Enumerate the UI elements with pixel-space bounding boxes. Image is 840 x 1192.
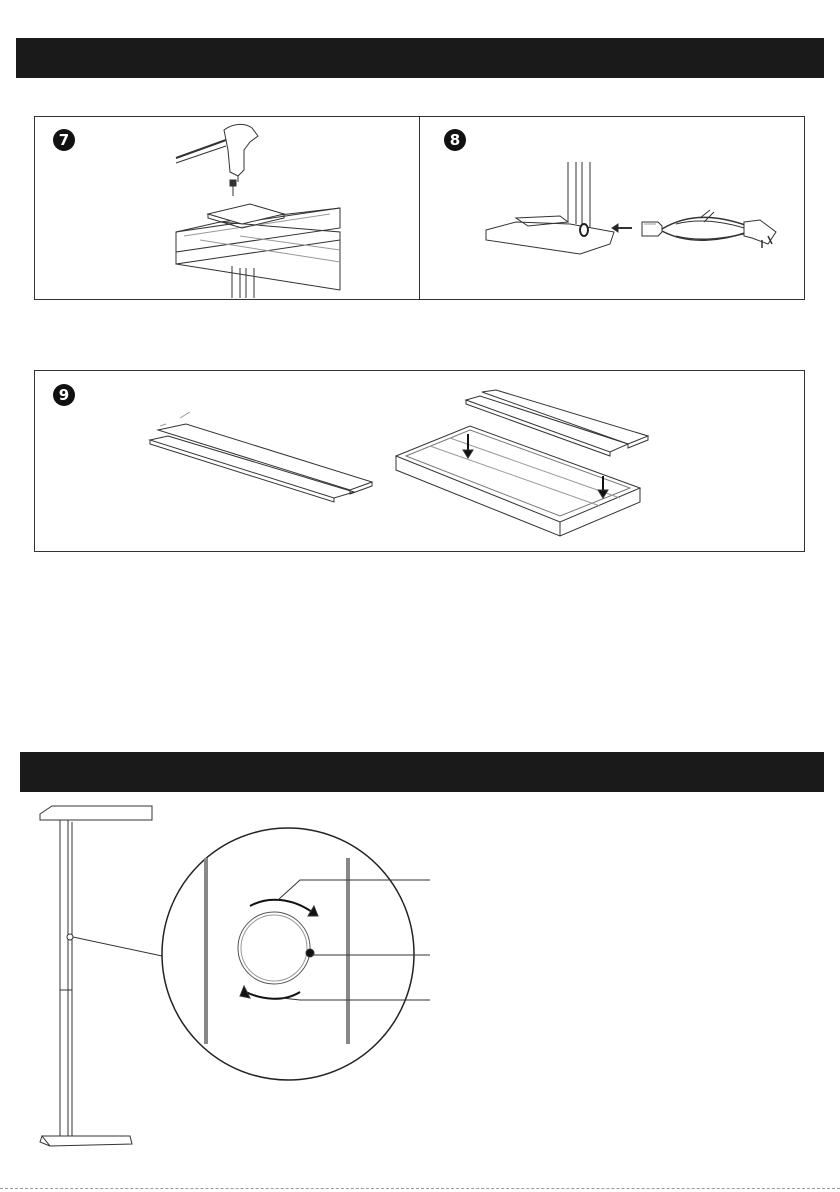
step-7-illustration [176,124,340,298]
step-9-badge: 9 [53,384,75,406]
step-7-badge: 7 [53,129,75,151]
floor-lamp-illustration [40,806,162,1146]
page-bottom-divider [0,1188,840,1189]
step-9-illustration [150,390,648,536]
touch-switch-detail [162,828,430,1080]
step-8-illustration [486,162,776,254]
step-8-badge: 8 [444,129,466,151]
